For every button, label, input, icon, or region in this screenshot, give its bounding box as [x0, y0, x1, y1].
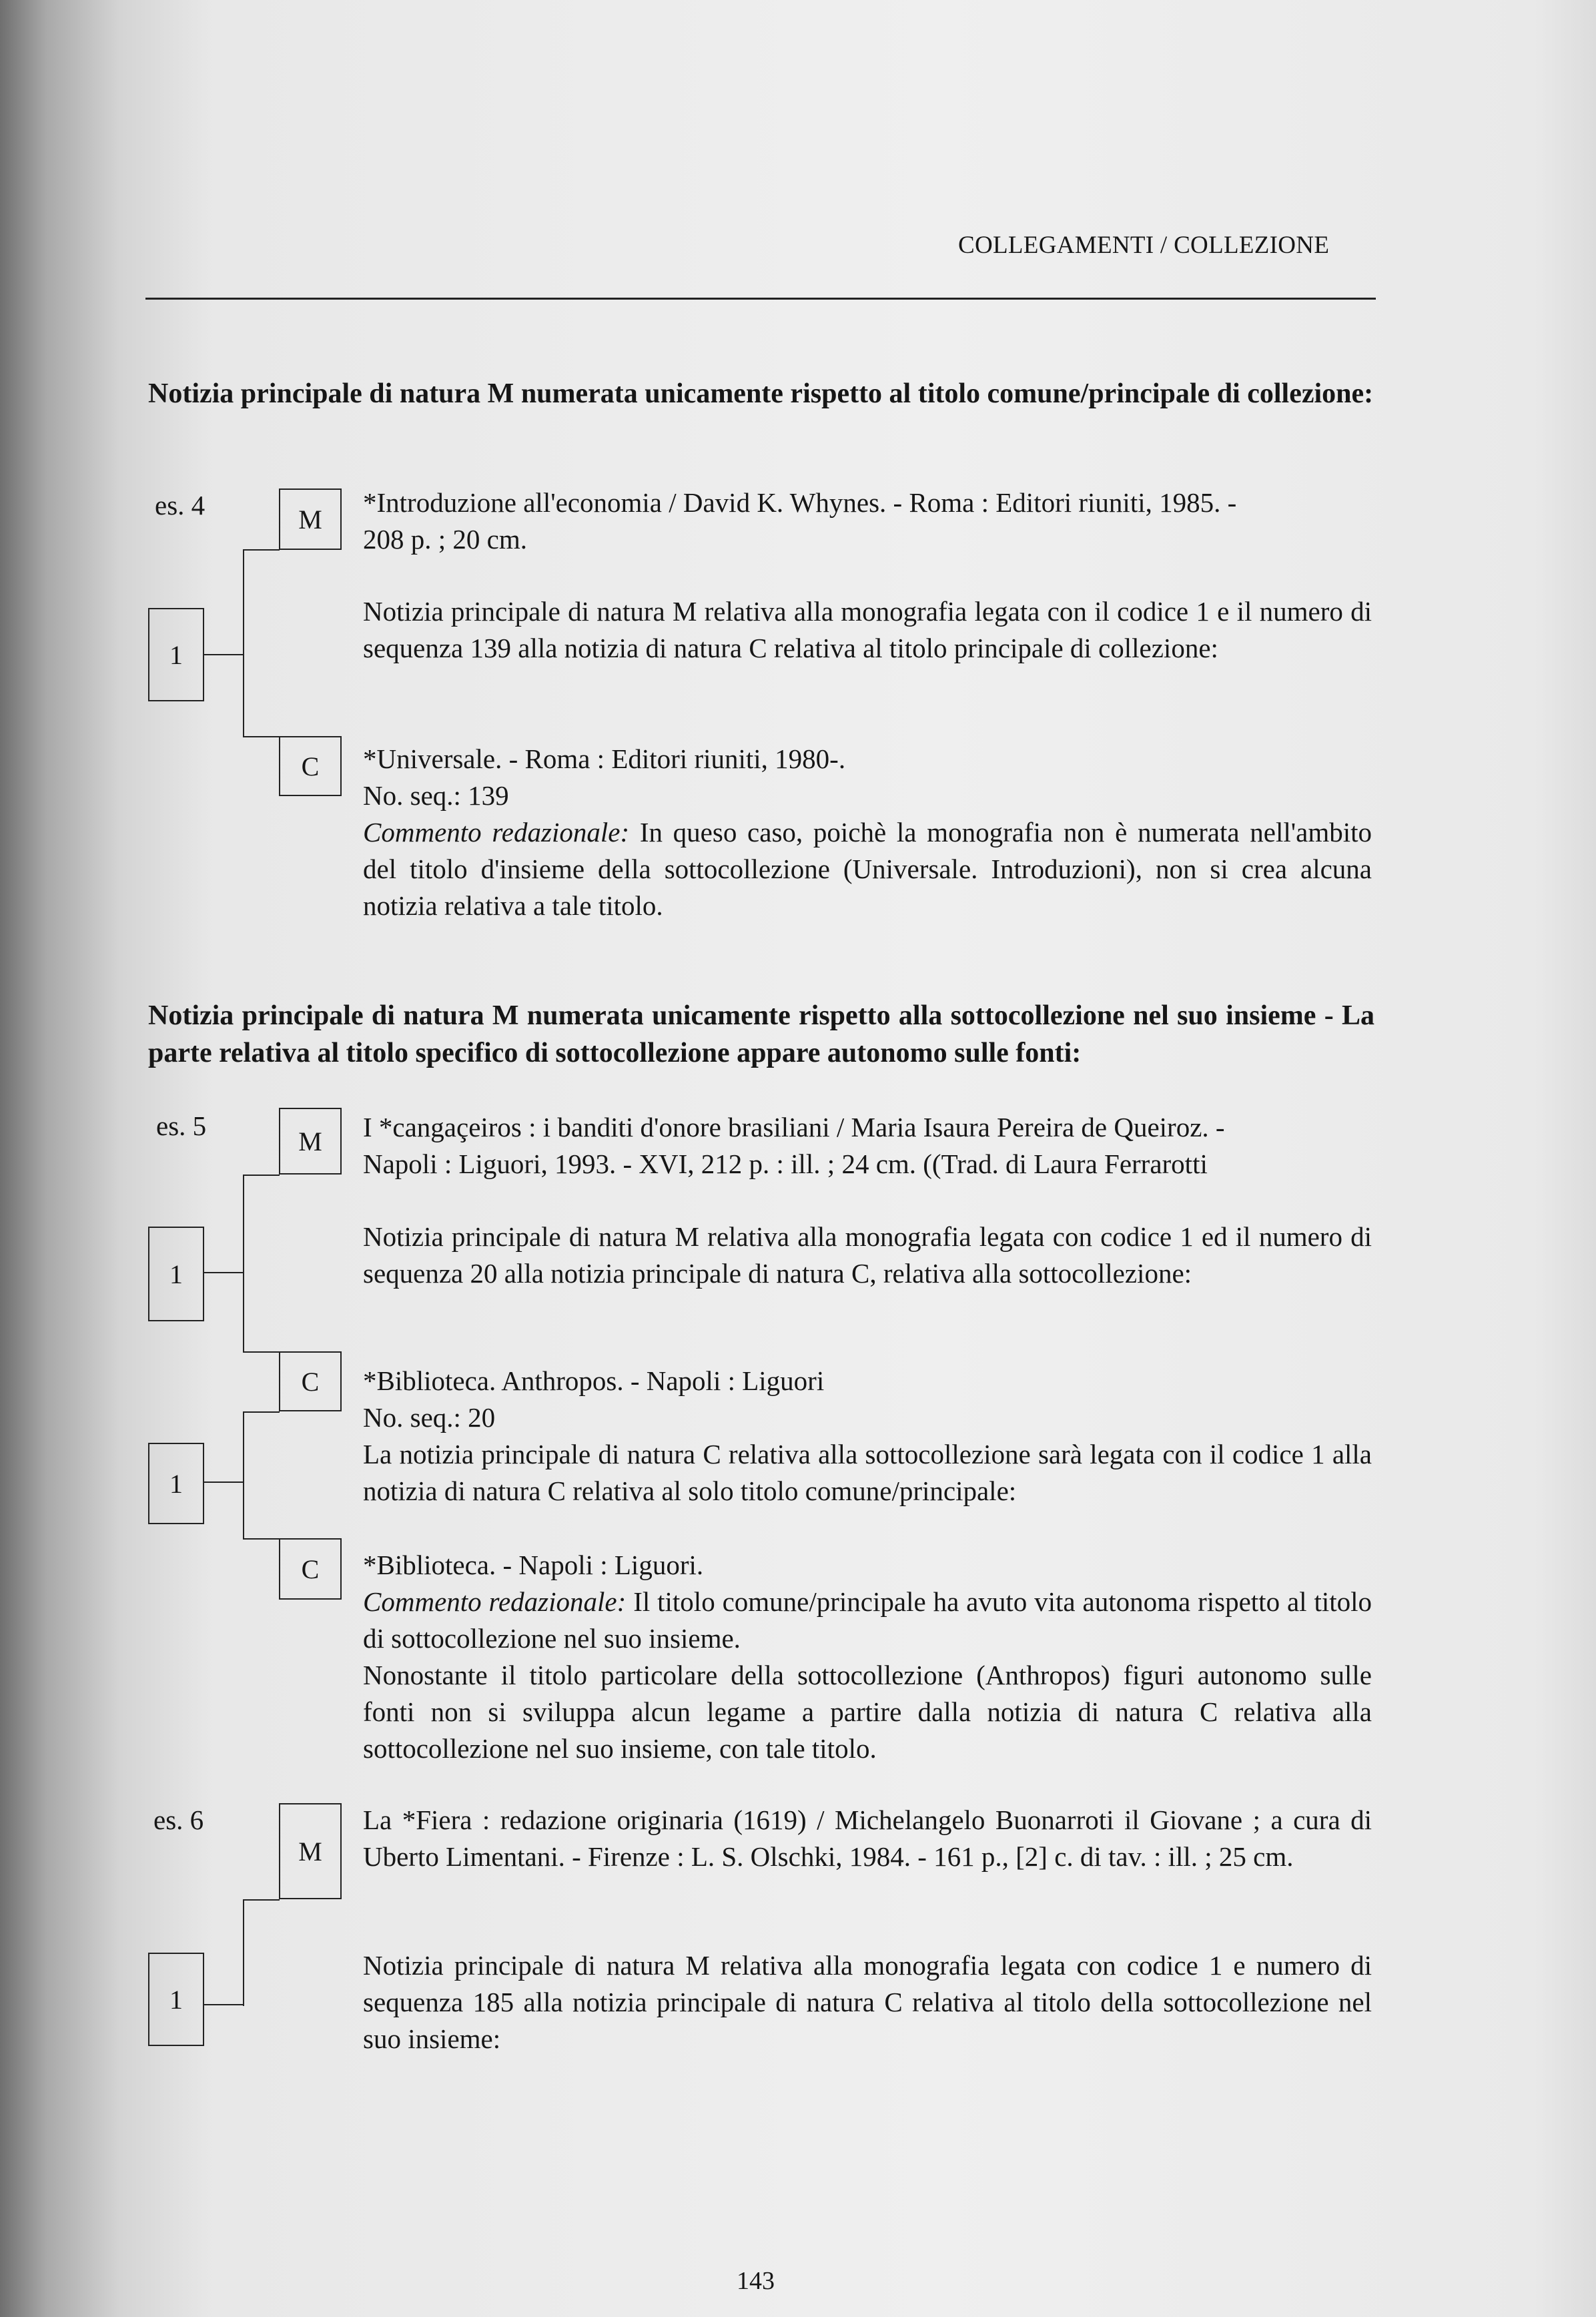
record-m-box: M — [279, 1803, 342, 1899]
record-c-box: C — [279, 1538, 342, 1600]
link-code-box: 1 — [148, 608, 204, 701]
connector-line — [204, 2004, 243, 2005]
example-5-label: es. 5 — [156, 1110, 207, 1141]
connector-line — [243, 1175, 280, 1176]
section1-heading: Notizia principale di natura M numerata unicamente rispetto al titolo comune/principale di collezione: — [148, 378, 1374, 409]
connector-line — [204, 1481, 243, 1483]
link-note: Notizia principale di natura M relativa alla monografia legata con codice 1 ed il numero di sequenza 20 alla notizia principale di natura C, relativa alla sottocollezione: — [363, 1221, 1372, 1289]
connector-line — [243, 1411, 244, 1538]
connector-line — [243, 1899, 280, 1901]
example-4-label: es. 4 — [155, 490, 206, 521]
editorial-comment — [363, 1584, 1372, 1657]
connector-line — [204, 654, 243, 655]
link-code-box: 1 — [148, 1227, 204, 1321]
record-m-line-2: Napoli : Liguori, 1993. - XVI, 212 p. : ill. ; 24 cm. ((Trad. di Laura Ferrarotti — [363, 1148, 1208, 1179]
record-c-box: C — [279, 736, 342, 796]
record-m-description: La *Fiera : redazione originaria (1619) / Michelangelo Buonarroti il Giovane ; a cura di Uberto Limentani. - Firenze : L. S. Olschki, 1984. - 161 p., [2] c. di tav. : ill. ; 25 cm. — [363, 1804, 1372, 1872]
editorial-comment — [363, 814, 1372, 924]
record-c1-line-1: *Biblioteca. Anthropos. - Napoli : Liguori — [363, 1365, 825, 1396]
connector-line — [204, 1272, 243, 1273]
comment-label: Commento redazionale: — [363, 817, 630, 848]
record-m-box: M — [279, 488, 342, 550]
connector-line — [243, 549, 280, 551]
connector-line — [243, 549, 244, 736]
link-code-box: 1 — [148, 1953, 204, 2046]
connector-line — [243, 1411, 280, 1413]
record-m-box: M — [279, 1108, 342, 1175]
connector-line — [243, 1175, 244, 1351]
example-6-label: es. 6 — [153, 1804, 204, 1835]
link-note: Notizia principale di natura M relativa alla monografia legata con codice 1 e numero di sequenza 185 alla notizia principale di natura C relativa al titolo della sottocollezione nel suo insieme: — [363, 1950, 1372, 2054]
section2-heading: Notizia principale di natura M numerata unicamente rispetto alla sottocollezione nel suo insieme - La parte relativa al titolo specifico di sottocollezione appare autonomo sulle fonti: — [148, 1000, 1374, 1068]
link-note: La notizia principale di natura C relativa alla sottocollezione sarà legata con il codice 1 alla notizia di natura C relativa al solo titolo comune/principale: — [363, 1439, 1372, 1506]
comment-text: In queso caso, poichè la monografia non è numerata nell'ambito del titolo d'insieme della sottocollezione (Universale. Introduzioni), non si crea alcuna notizia relativa a tale titolo. — [363, 817, 1372, 921]
record-c-line-2: No. seq.: 139 — [363, 780, 509, 811]
connector-line — [243, 1538, 280, 1540]
connector-line — [243, 1899, 244, 2006]
note-paragraph: Nonostante il titolo particolare della sottocollezione (Anthropos) figuri autonomo sulle fonti non si sviluppa alcun legame a partire dalla notizia di natura C relativa alla sottocollezione nel suo insieme, con tale titolo. — [363, 1660, 1372, 1764]
record-c-box: C — [279, 1351, 342, 1411]
connector-line — [243, 736, 280, 737]
record-c1-line-2: No. seq.: 20 — [363, 1402, 496, 1433]
record-m-line-2: 208 p. ; 20 cm. — [363, 524, 527, 555]
connector-line — [243, 1351, 280, 1353]
record-c-line-1: *Universale. - Roma : Editori riuniti, 1980-. — [363, 743, 846, 774]
comment-text: Il titolo comune/principale ha avuto vita autonoma rispetto al titolo di sottocollezione nel suo insieme. — [363, 1586, 1372, 1654]
running-head: COLLEGAMENTI / COLLEZIONE — [958, 232, 1330, 259]
record-c2-line-1: *Biblioteca. - Napoli : Liguori. — [363, 1550, 704, 1580]
page-number: 143 — [737, 2267, 775, 2295]
record-m-line-1: *Introduzione all'economia / David K. Whynes. - Roma : Editori riuniti, 1985. - — [363, 487, 1237, 518]
record-m-line-1: I *cangaçeiros : i banditi d'onore brasiliani / Maria Isaura Pereira de Queiroz. - — [363, 1112, 1225, 1142]
link-code-box: 1 — [148, 1443, 204, 1524]
header-rule — [145, 298, 1376, 300]
comment-label: Commento redazionale: — [363, 1586, 627, 1617]
link-note: Notizia principale di natura M relativa alla monografia legata con il codice 1 e il numero di sequenza 139 alla notizia di natura C relativa al titolo principale di collezione: — [363, 596, 1372, 663]
